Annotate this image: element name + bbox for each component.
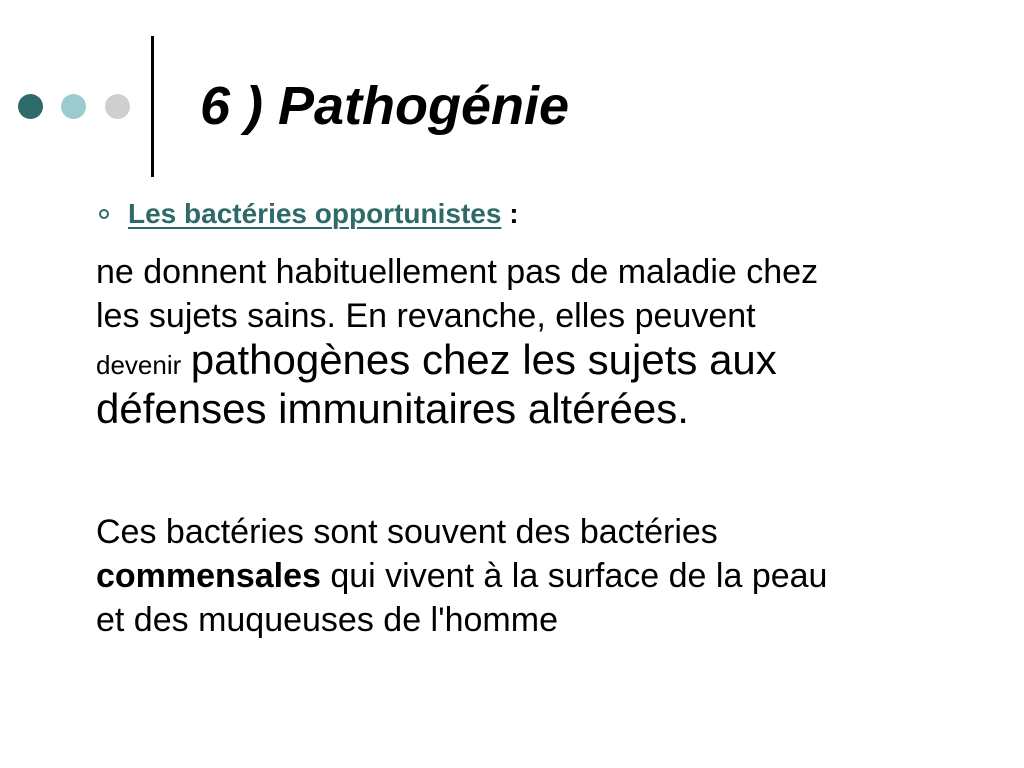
bullet-link[interactable]: Les bactéries opportunistes bbox=[128, 198, 502, 229]
paragraph-2-bold-word: commensales bbox=[96, 557, 321, 595]
paragraph-1-small-text: devenir bbox=[96, 350, 182, 380]
paragraph-1-line-2: les sujets sains. En revanche, elles peuvent bbox=[96, 297, 756, 335]
bullet-colon: : bbox=[501, 198, 519, 229]
title-divider-line bbox=[151, 36, 154, 177]
decorative-dots bbox=[18, 94, 133, 120]
paragraph-2-line-2-rest: qui vivent à la surface de la peau bbox=[320, 557, 828, 595]
light-teal-dot bbox=[61, 94, 86, 119]
paragraph-2 bbox=[96, 510, 976, 642]
gray-dot bbox=[105, 94, 130, 119]
bullet-text bbox=[128, 196, 519, 232]
paragraph-1-line-1: ne donnent habituellement pas de maladie chez bbox=[96, 253, 819, 291]
paragraph-2-line-1: Ces bactéries sont souvent des bactéries bbox=[96, 513, 718, 551]
paragraph-1-large-line-1: pathogènes chez les sujets aux bbox=[190, 336, 777, 383]
paragraph-1 bbox=[96, 250, 976, 434]
bullet-ring-icon bbox=[99, 209, 109, 219]
paragraph-2-line-3: et des muqueuses de l'homme bbox=[96, 601, 558, 639]
dark-teal-dot bbox=[18, 94, 43, 119]
slide-title: 6 ) Pathogénie bbox=[200, 76, 570, 136]
paragraph-1-large-line-2: défenses immunitaires altérées. bbox=[96, 385, 689, 432]
